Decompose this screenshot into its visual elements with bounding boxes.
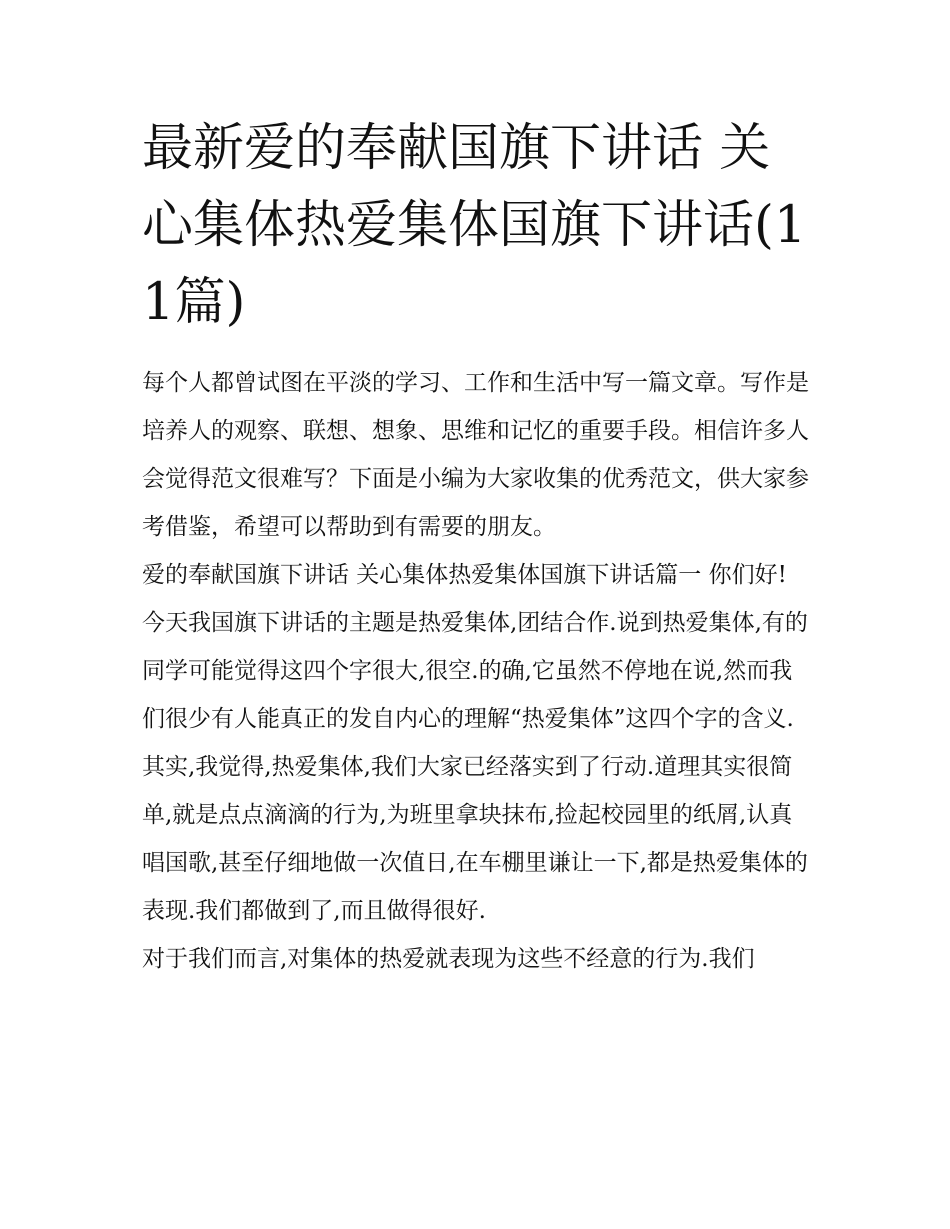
intro-paragraph: 每个人都曾试图在平淡的学习、工作和生活中写一篇文章。写作是培养人的观察、联想、想象、思维和记忆的重要手段。相信许多人会觉得范文很难写？下面是小编为大家收集的优秀范文，供大家参考借鉴，希望可以帮助到有需要的朋友。 bbox=[142, 370, 809, 540]
document-body bbox=[142, 110, 814, 983]
body-paragraph: 对于我们而言,对集体的热爱就表现为这些不经意的行为.我们 bbox=[142, 946, 755, 972]
body-paragraph: 其实,我觉得,热爱集体,我们大家已经落实到了行动.道理其实很简单,就是点点滴滴的行为,为班里拿块抹布,捡起校园里的纸屑,认真唱国歌,甚至仔细地做一次值日,在车棚里谦让一下,都是热爱集体的表现.我们都做到了,而且做得很好. bbox=[142, 754, 808, 924]
body-paragraph: 今天我国旗下讲话的主题是热爱集体,团结合作.说到热爱集体,有的同学可能觉得这四个字很大,很空.的确,它虽然不停地在说,然而我们很少有人能真正的发自内心的理解“热爱集体”这四个字的含义. bbox=[142, 610, 808, 732]
speech-heading-paragraph: 爱的奉献国旗下讲话 关心集体热爱集体国旗下讲话篇一 你们好! bbox=[142, 562, 787, 588]
document-title: 最新爱的奉献国旗下讲话 关心集体热爱集体国旗下讲话(11篇) bbox=[142, 119, 807, 332]
